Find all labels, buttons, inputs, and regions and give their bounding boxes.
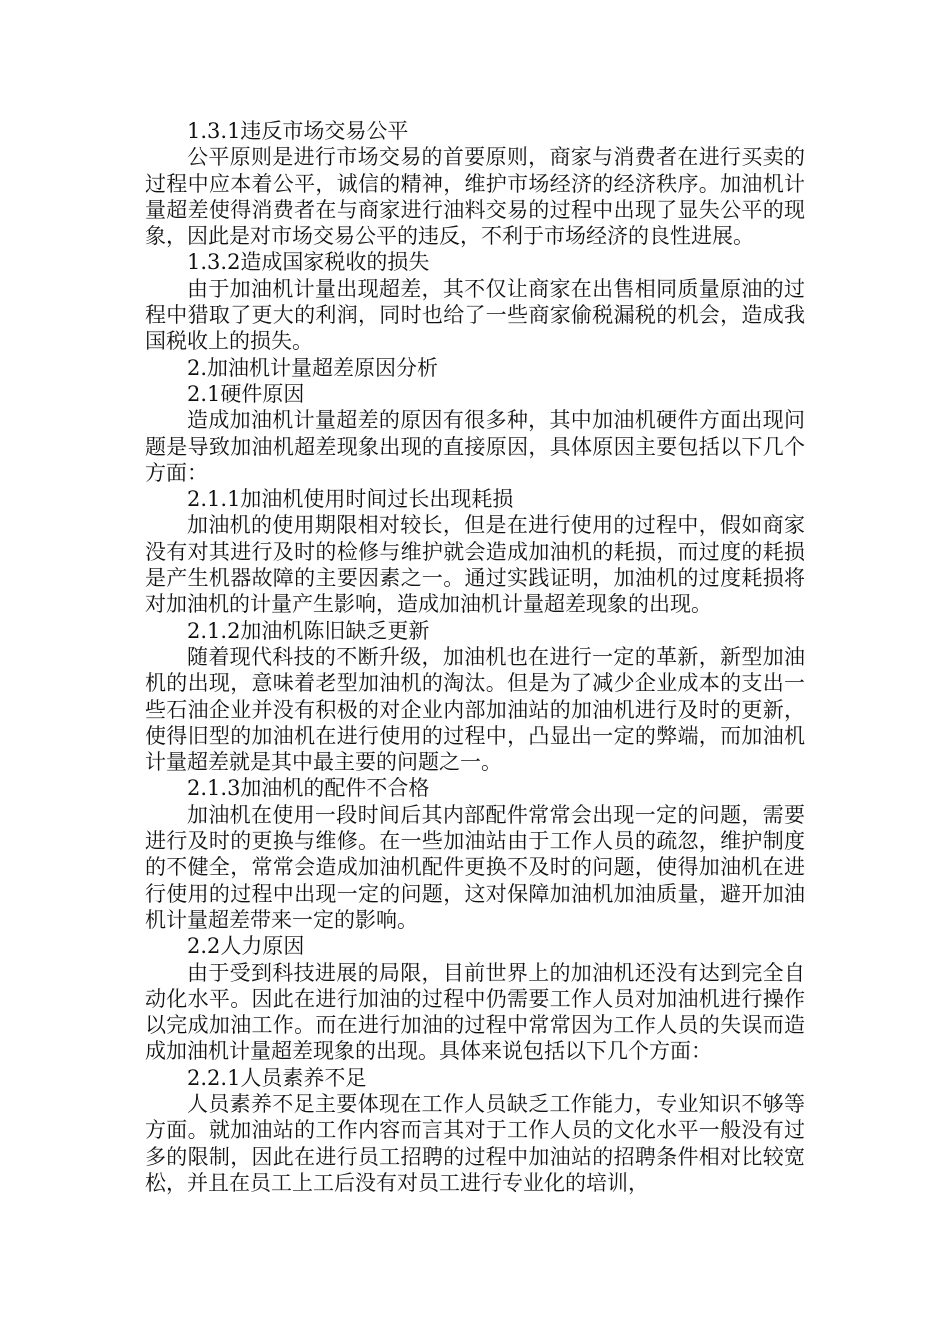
- paragraph: 由于受到科技进展的局限，目前世界上的加油机还没有达到完全自动化水平。因此在进行加油的过程中仍需要工作人员对加油机进行操作以完成加油工作。而在进行加油的过程中常常因为工作人员的失误而造成加油机计量超差现象的出现。具体来说包括以下几个方面：: [145, 960, 805, 1064]
- section-heading: 2.1.1加油机使用时间过长出现耗损: [187, 487, 514, 512]
- paragraph: 人员素养不足主要体现在工作人员缺乏工作能力，专业知识不够等方面。就加油站的工作内容而言其对于工作人员的文化水平一般没有过多的限制，因此在进行员工招聘的过程中加油站的招聘条件相对比较宽松，并且在员工上工后没有对员工进行专业化的培训，: [145, 1091, 805, 1195]
- section-heading: 2.1.3加油机的配件不合格: [187, 776, 430, 801]
- document-body: [145, 118, 805, 1196]
- paragraph: 加油机在使用一段时间后其内部配件常常会出现一定的问题，需要进行及时的更换与维修。在一些加油站由于工作人员的疏忽，维护制度的不健全，常常会造成加油机配件更换不及时的问题，使得加油机在进行使用的过程中出现一定的问题，这对保障加油机加油质量，避开加油机计量超差带来一定的影响。: [145, 802, 805, 932]
- section-heading: 2.2.1人员素养不足: [187, 1065, 367, 1090]
- paragraph: 公平原则是进行市场交易的首要原则，商家与消费者在进行买卖的过程中应本着公平，诚信的精神，维护市场经济的经济秩序。加油机计量超差使得消费者在与商家进行油料交易的过程中出现了显失公平的现象，因此是对市场交易公平的违反，不利于市场经济的良性进展。: [145, 145, 805, 249]
- paragraph: 随着现代科技的不断升级，加油机也在进行一定的革新，新型加油机的出现，意味着老型加油机的淘汰。但是为了减少企业成本的支出一些石油企业并没有积极的对企业内部加油站的加油机进行及时的更新，使得旧型的加油机在进行使用的过程中，凸显出一定的弊端，而加油机计量超差就是其中最主要的问题之一。: [145, 644, 805, 775]
- section-heading: 1.3.2造成国家税收的损失: [187, 250, 430, 275]
- section-heading: 2.1硬件原因: [187, 381, 305, 406]
- paragraph: 造成加油机计量超差的原因有很多种，其中加油机硬件方面出现问题是导致加油机超差现象出现的直接原因，具体原因主要包括以下几个方面：: [145, 408, 805, 485]
- section-heading: 2.1.2加油机陈旧缺乏更新: [187, 618, 430, 643]
- paragraph: 由于加油机计量出现超差，其不仅让商家在出售相同质量原油的过程中猎取了更大的利润，同时也给了一些商家偷税漏税的机会，造成我国税收上的损失。: [145, 276, 805, 354]
- paragraph: 加油机的使用期限相对较长，但是在进行使用的过程中，假如商家没有对其进行及时的检修与维护就会造成加油机的耗损，而过度的耗损是产生机器故障的主要因素之一。通过实践证明，加油机的过度耗损将对加油机的计量产生影响，造成加油机计量超差现象的出现。: [145, 513, 805, 617]
- section-heading: 2.2人力原因: [187, 934, 305, 959]
- section-heading: 2.加油机计量超差原因分析: [187, 355, 439, 380]
- section-heading: 1.3.1违反市场交易公平: [187, 119, 409, 143]
